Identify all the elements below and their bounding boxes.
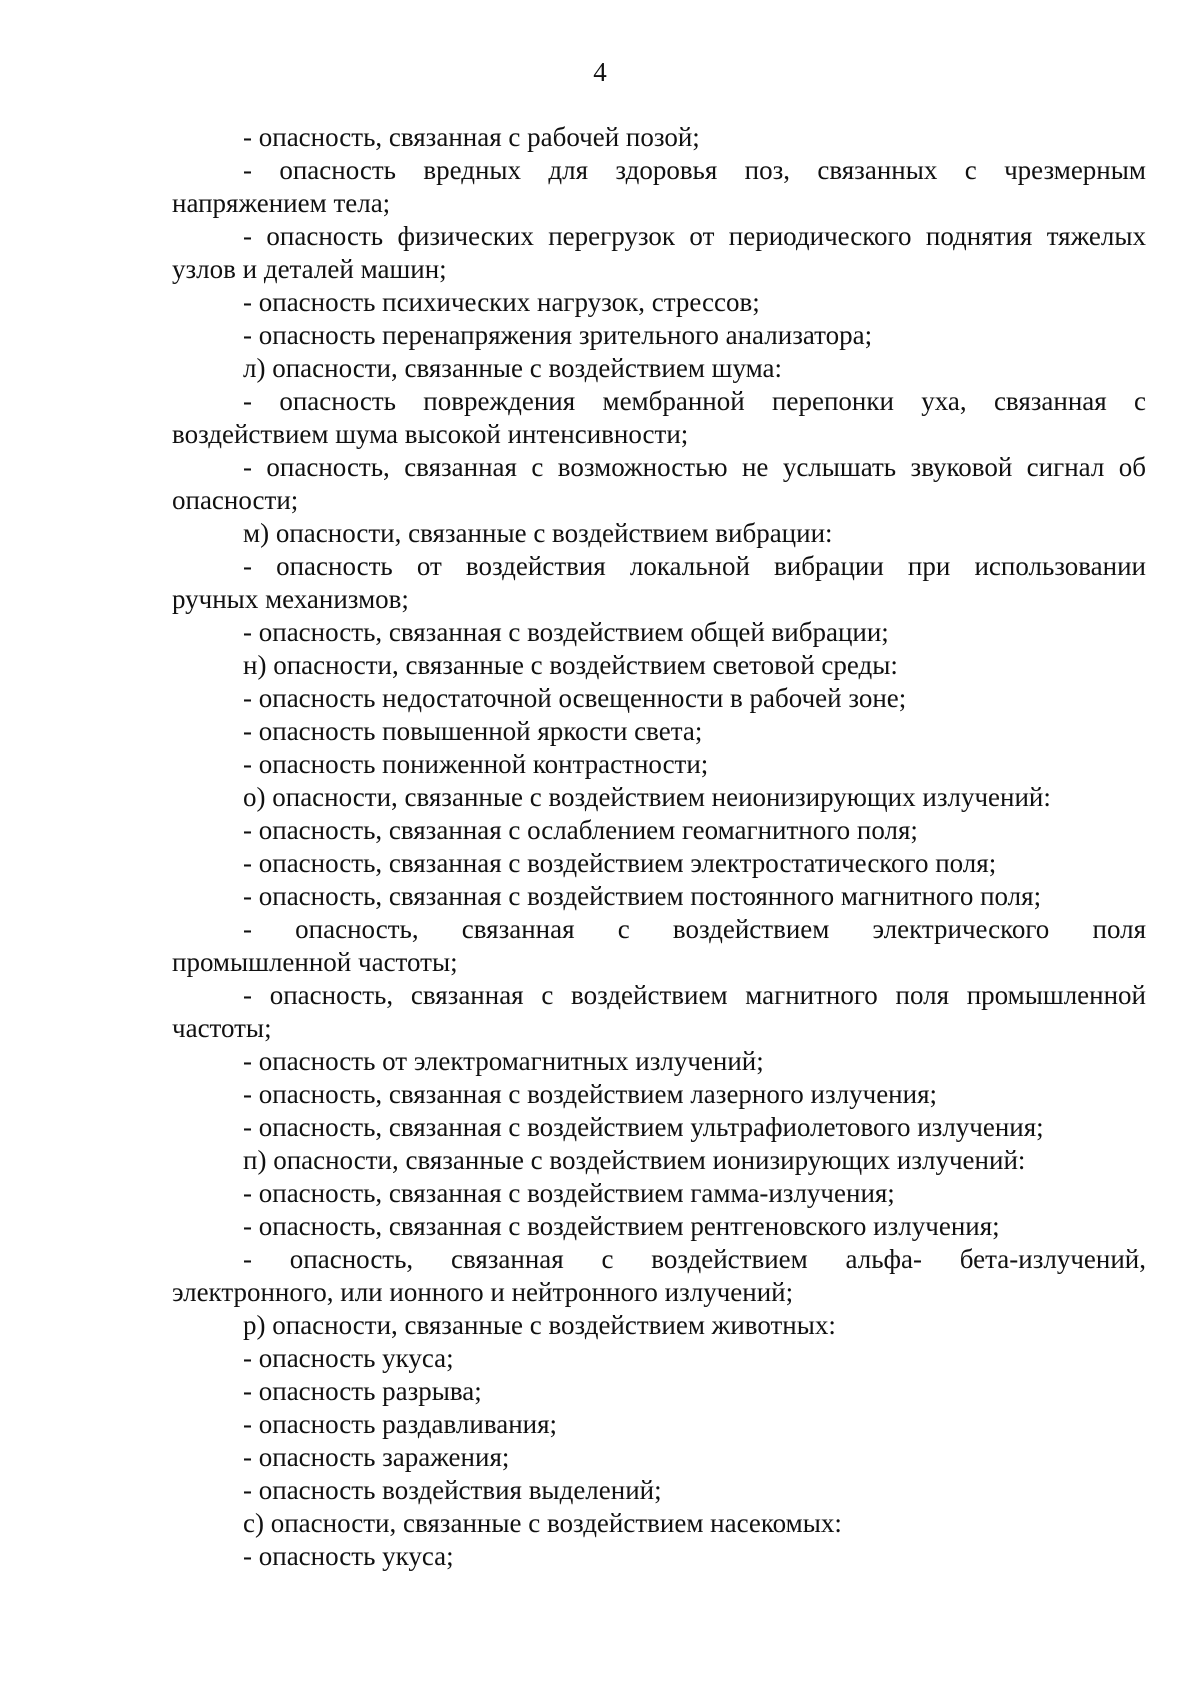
text-line: - опасность, связанная с воздействием общей вибрации;: [243, 617, 889, 647]
text-line: п) опасности, связанные с воздействием ионизирующих излучений:: [243, 1145, 1026, 1175]
text-line: - опасность укуса;: [243, 1541, 454, 1571]
text-line: - опасность воздействия выделений;: [243, 1475, 662, 1505]
text-line: - опасность, связанная с возможностью не услышать звуковой сигнал об: [243, 452, 1146, 482]
text-line: - опасность укуса;: [243, 1343, 454, 1373]
text-line: - опасность, связанная с воздействием ультрафиолетового излучения;: [243, 1112, 1044, 1142]
text-line: - опасность, связанная с воздействием гамма-излучения;: [243, 1178, 895, 1208]
text-line: промышленной частоты;: [172, 947, 458, 977]
text-line: - опасность вредных для здоровья поз, связанных с чрезмерным: [243, 155, 1146, 185]
document-body: [172, 121, 1146, 1573]
text-line: напряжением тела;: [172, 188, 391, 218]
text-line: - опасность, связанная с воздействием рентгеновского излучения;: [243, 1211, 1000, 1241]
text-line: о) опасности, связанные с воздействием неионизирующих излучений:: [243, 782, 1051, 812]
text-line: электронного, или ионного и нейтронного излучений;: [172, 1277, 794, 1307]
text-line: - опасность пониженной контрастности;: [243, 749, 709, 779]
text-line: опасности;: [172, 485, 299, 515]
text-line: - опасность недостаточной освещенности в рабочей зоне;: [243, 683, 907, 713]
text-line: - опасность раздавливания;: [243, 1409, 558, 1439]
text-line: - опасность, связанная с воздействием магнитного поля промышленной: [243, 980, 1146, 1010]
text-line: частоты;: [172, 1013, 272, 1043]
text-line: - опасность, связанная с воздействием лазерного излучения;: [243, 1079, 937, 1109]
text-line: л) опасности, связанные с воздействием шума:: [243, 353, 782, 383]
text-line: ручных механизмов;: [172, 584, 409, 614]
text-line: - опасность повышенной яркости света;: [243, 716, 703, 746]
text-line: с) опасности, связанные с воздействием насекомых:: [243, 1508, 842, 1538]
text-line: - опасность разрыва;: [243, 1376, 482, 1406]
text-line: - опасность, связанная с ослаблением геомагнитного поля;: [243, 815, 918, 845]
text-line: воздействием шума высокой интенсивности;: [172, 419, 689, 449]
text-line: - опасность, связанная с рабочей позой;: [243, 122, 700, 152]
text-line: м) опасности, связанные с воздействием вибрации:: [243, 518, 833, 548]
text-line: - опасность психических нагрузок, стрессов;: [243, 287, 760, 317]
text-line: н) опасности, связанные с воздействием световой среды:: [243, 650, 898, 680]
text-line: - опасность, связанная с воздействием постоянного магнитного поля;: [243, 881, 1042, 911]
text-line: - опасность заражения;: [243, 1442, 510, 1472]
text-line: р) опасности, связанные с воздействием животных:: [243, 1310, 836, 1340]
text-line: - опасность, связанная с воздействием альфа- бета-излучений,: [243, 1244, 1146, 1274]
text-line: - опасность физических перегрузок от периодического поднятия тяжелых: [243, 221, 1146, 251]
text-line: - опасность от воздействия локальной вибрации при использовании: [243, 551, 1146, 581]
text-line: - опасность от электромагнитных излучений;: [243, 1046, 764, 1076]
text-line: - опасность перенапряжения зрительного анализатора;: [243, 320, 873, 350]
text-line: узлов и деталей машин;: [172, 254, 447, 284]
text-line: - опасность повреждения мембранной перепонки уха, связанная с: [243, 386, 1146, 416]
text-line: - опасность, связанная с воздействием электрического поля: [243, 914, 1146, 944]
text-line: - опасность, связанная с воздействием электростатического поля;: [243, 848, 997, 878]
page-number: 4: [593, 57, 607, 87]
